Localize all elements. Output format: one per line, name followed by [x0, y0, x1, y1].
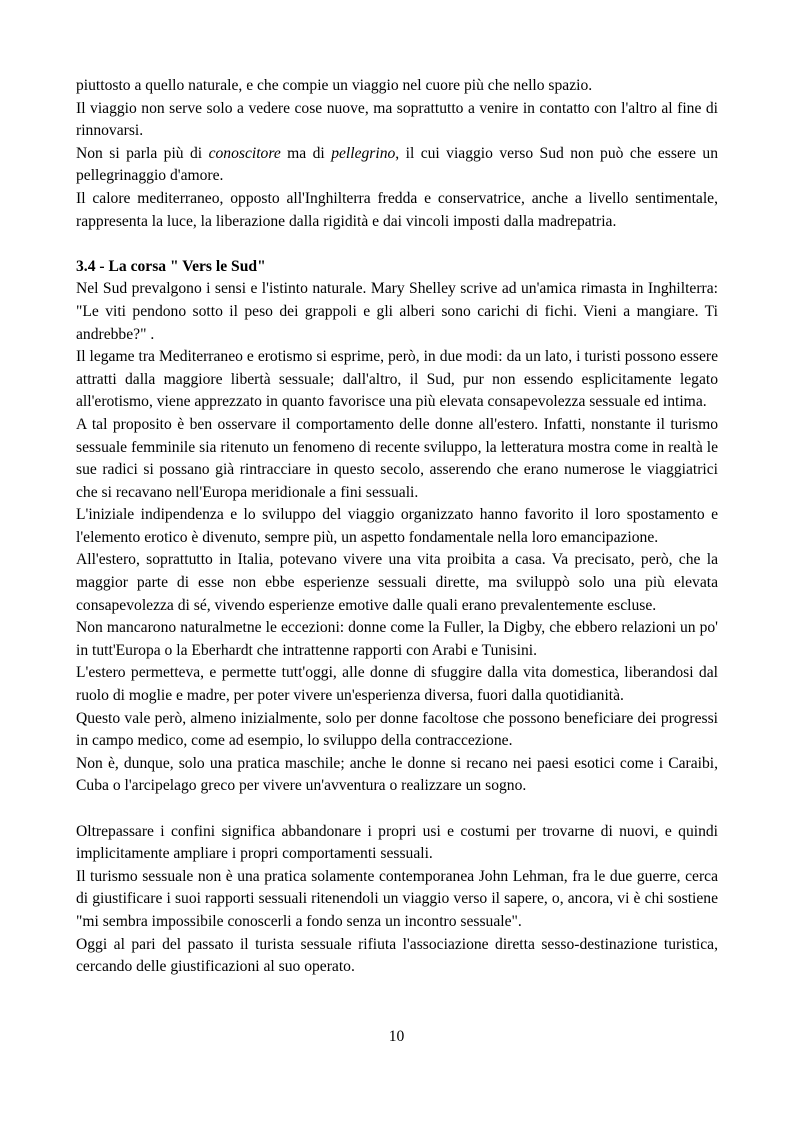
body-text	[76, 75, 718, 979]
paragraph-gap	[76, 233, 718, 256]
paragraph: Il turismo sessuale non è una pratica solamente contemporanea John Lehman, fra le due guerre, cerca di giustificare i suoi rapporti sessuali ritenendoli un viaggio verso il sapere, o, ancora, vi è chi sostiene "mi sembra impossibile conoscerli a fondo senza un incontro sessuale".	[76, 867, 718, 930]
paragraph-gap	[76, 798, 718, 821]
paragraph: All'estero, soprattutto in Italia, potevano vivere una vita proibita a casa. Va precisato, però, che la maggior parte di esse non ebbe esperienze sessuali dirette, ma sviluppò solo una più elevata consapevolezza di sé, vivendo esperienze emotive dalle quali erano prevalentemente escluse.	[76, 551, 718, 614]
section-heading: 3.4 - La corsa " Vers le Sud"	[76, 257, 266, 275]
paragraph: L'iniziale indipendenza e lo sviluppo del viaggio organizzato hanno favorito il loro spostamento e l'elemento erotico è divenuto, sempre più, un aspetto fondamentale nella loro emancipazione.	[76, 506, 718, 546]
paragraph: Nel Sud prevalgono i sensi e l'istinto naturale. Mary Shelley scrive ad un'amica rimasta in Inghilterra: "Le viti pendono sotto il peso dei grappoli e gli alberi sono carichi di fichi. Vieni a mangiare. Ti andrebbe?" .	[76, 280, 718, 343]
text-run: , il cui viaggio verso Sud non può che essere un pellegrinaggio d'amore.	[76, 144, 718, 185]
paragraph: Oggi al pari del passato il turista sessuale rifiuta l'associazione diretta sesso-destinazione turistica, cercando delle giustificazioni al suo operato.	[76, 935, 718, 976]
paragraph: Il legame tra Mediterraneo e erotismo si esprime, però, in due modi: da un lato, i turisti possono essere attratti dalla maggiore libertà sessuale; dall'altro, il Sud, pur non essendo esplicitamente legato all'erotismo, viene apprezzato in quanto favorisce una più elevata consapevolezza sessuale ed intima.	[76, 348, 718, 411]
paragraph: A tal proposito è ben osservare il comportamento delle donne all'estero. Infatti, nonstante il turismo sessuale femminile sia ritenuto un fenomeno di recente sviluppo, la letteratura mostra come in realtà le sue radici si possano già rintracciare in questo secolo, asserendo che erano numerose le viaggiatrici che si recavano nell'Europa meridionale a fini sessuali.	[76, 415, 718, 501]
paragraph: Il viaggio non serve solo a vedere cose nuove, ma soprattutto a venire in contatto con l'altro al fine di rinnovarsi.	[76, 99, 718, 140]
paragraph: Questo vale però, almeno inizialmente, solo per donne facoltose che possono beneficiare dei progressi in campo medico, come ad esempio, lo sviluppo della contraccezione.	[76, 709, 718, 750]
paragraph: Il calore mediterraneo, opposto all'Inghilterra fredda e conservatrice, anche a livello sentimentale, rappresenta la luce, la liberazione dalla rigidità e dai vincoli imposti dalla madrepatria.	[76, 189, 718, 230]
paragraph-pellegrino	[76, 143, 718, 188]
paragraph: Oltrepassare i confini significa abbandonare i propri usi e costumi per trovarne di nuovi, e quindi implicitamente ampliare i propri comportamenti sessuali.	[76, 822, 718, 863]
emphasis-conoscitore: conoscitore	[208, 144, 281, 162]
paragraph: Non mancarono naturalmetne le eccezioni: donne come la Fuller, la Digby, che ebbero relazioni un po' in tutt'Europa o la Eberhardt che intrattenne rapporti con Arabi e Tunisini.	[76, 619, 718, 659]
page-number: 10	[388, 1028, 405, 1045]
paragraph: L'estero permetteva, e permette tutt'oggi, alle donne di sfuggire dalla vita domestica, liberandosi dal ruolo di moglie e madre, per poter vivere un'esperienza diversa, fuori dalla quotidianità.	[76, 664, 718, 705]
paragraph: Non è, dunque, solo una pratica maschile; anche le donne si recano nei paesi esotici come i Caraibi, Cuba o l'arcipelago greco per vivere un'avventura o realizzare un sogno.	[76, 754, 718, 795]
text-run: ma di	[280, 144, 332, 162]
text-run: Non si parla più di	[76, 144, 209, 162]
paragraph: piuttosto a quello naturale, e che compie un viaggio nel cuore più che nello spazio.	[76, 77, 593, 94]
emphasis-pellegrino: pellegrino	[331, 144, 396, 162]
